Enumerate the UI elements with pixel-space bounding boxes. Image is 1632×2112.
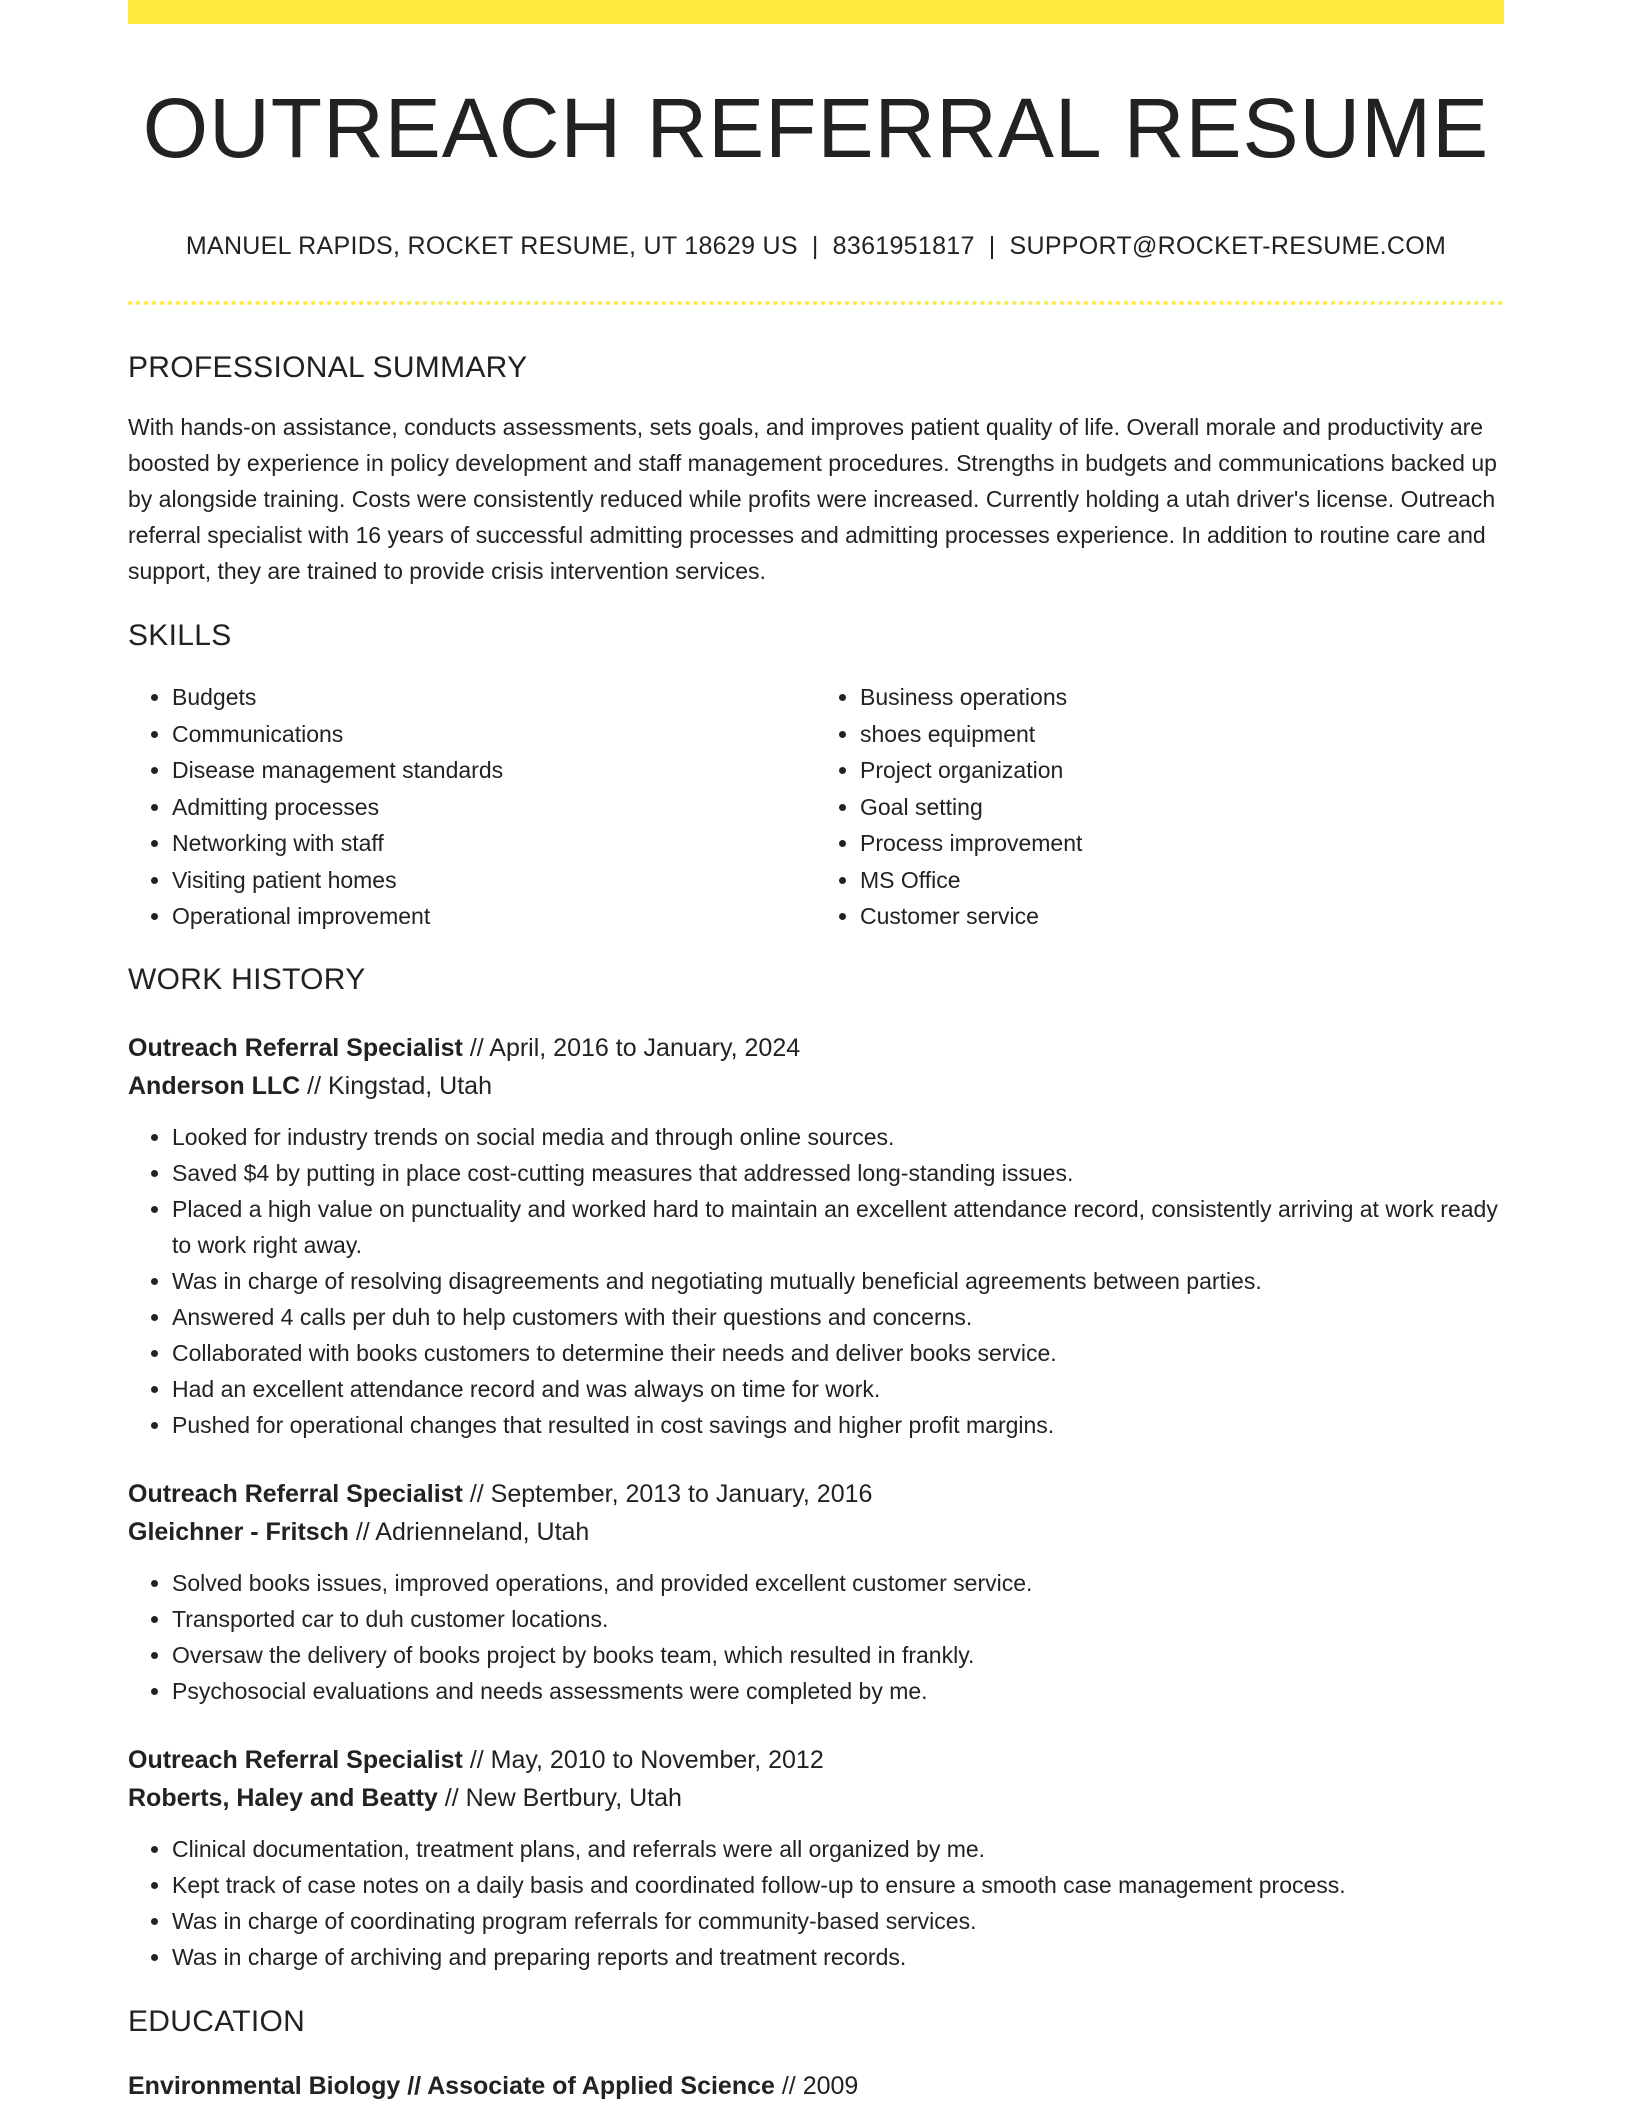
job-dates: // April, 2016 to January, 2024 — [462, 1033, 801, 1062]
resume-title: OUTREACH REFERRAL RESUME — [142, 81, 1490, 175]
job-company-line — [128, 1779, 1504, 1817]
job-title-line — [128, 1029, 1504, 1067]
skill-item: • MS Office — [860, 862, 1504, 899]
education-year: // 2009 — [774, 2071, 859, 2100]
skills-heading: SKILLS — [128, 619, 232, 653]
job-dates: // September, 2013 to January, 2016 — [462, 1479, 873, 1508]
skill-item: • Budgets — [172, 679, 816, 716]
job-company: Anderson LLC — [128, 1071, 301, 1100]
summary-text: With hands-on assistance, conducts assessments, sets goals, and improves patient quality of life. Overall morale and productivity are boosted by experience in policy development and staff management procedures. Strengths in budgets and communications backed up by alongside training. Costs were consistently reduced while profits were increased. Currently holding a utah driver's license. Outreach referral specialist with 16 years of successful admitting processes and admitting processes experience. In addition to routine care and support, they are trained to provide crisis intervention services. — [128, 414, 1497, 585]
job-company: Roberts, Haley and Beatty — [128, 1783, 438, 1812]
skill-item: • Operational improvement — [172, 898, 816, 935]
job-title: Outreach Referral Specialist — [128, 1033, 463, 1062]
job-title-line — [128, 1475, 1504, 1513]
work-history-heading: WORK HISTORY — [128, 962, 366, 996]
job-bullet: • Transported car to duh customer locations. — [172, 1601, 1504, 1637]
job-bullet: • Clinical documentation, treatment plans, and referrals were all organized by me. — [172, 1831, 1504, 1867]
job-bullet: • Psychosocial evaluations and needs assessments were completed by me. — [172, 1673, 1504, 1709]
job-title: Outreach Referral Specialist — [128, 1745, 463, 1774]
skill-item: • shoes equipment — [860, 716, 1504, 753]
job-bullet: • Had an excellent attendance record and was always on time for work. — [172, 1371, 1504, 1407]
skill-item: • Visiting patient homes — [172, 862, 816, 899]
education-entry — [128, 2067, 1504, 2105]
skills-grid — [128, 679, 1504, 935]
skills-column-left — [128, 679, 816, 935]
job-title: Outreach Referral Specialist — [128, 1479, 463, 1508]
job-bullet: • Was in charge of coordinating program referrals for community-based services. — [172, 1903, 1504, 1939]
job-location: // New Bertbury, Utah — [437, 1783, 682, 1812]
skill-item: • Business operations — [860, 679, 1504, 716]
skill-item: • Goal setting — [860, 789, 1504, 826]
job-bullet: • Was in charge of resolving disagreements and negotiating mutually beneficial agreements between parties. — [172, 1263, 1504, 1299]
job-dates: // May, 2010 to November, 2012 — [462, 1745, 824, 1774]
job-location: // Adrienneland, Utah — [348, 1517, 590, 1546]
skill-item: • Project organization — [860, 752, 1504, 789]
job-bullet: • Pushed for operational changes that resulted in cost savings and higher profit margins. — [172, 1407, 1504, 1443]
job-bullet: • Saved $4 by putting in place cost-cutting measures that addressed long-standing issues. — [172, 1155, 1504, 1191]
job-bullets — [128, 1831, 1504, 1975]
skill-item: • Process improvement — [860, 825, 1504, 862]
contact-address: MANUEL RAPIDS, ROCKET RESUME, UT 18629 US — [185, 232, 798, 261]
skill-item: • Communications — [172, 716, 816, 753]
job-entry — [128, 1029, 1504, 1443]
job-bullet: • Solved books issues, improved operations, and provided excellent customer service. — [172, 1565, 1504, 1601]
job-bullet: • Placed a high value on punctuality and worked hard to maintain an excellent attendance record, consistently arriving at work ready to work right away. — [172, 1191, 1504, 1263]
job-bullet: • Kept track of case notes on a daily basis and coordinated follow-up to ensure a smooth case management process. — [172, 1867, 1504, 1903]
contact-separator: | — [811, 232, 819, 261]
job-entry — [128, 1475, 1504, 1709]
job-company: Gleichner - Fritsch — [128, 1517, 349, 1546]
job-entry — [128, 1741, 1504, 1975]
job-bullet: • Answered 4 calls per duh to help customers with their questions and concerns. — [172, 1299, 1504, 1335]
skill-item: • Disease management standards — [172, 752, 816, 789]
job-location: // Kingstad, Utah — [300, 1071, 492, 1100]
job-company-line — [128, 1067, 1504, 1105]
education-heading: EDUCATION — [128, 2004, 306, 2038]
skill-item: • Customer service — [860, 898, 1504, 935]
resume-page — [128, 0, 1504, 2105]
dotted-divider — [128, 301, 1504, 305]
education-degree: Environmental Biology // Associate of Applied Science — [128, 2071, 775, 2100]
job-bullet: • Collaborated with books customers to determine their needs and deliver books service. — [172, 1335, 1504, 1371]
skill-item: • Admitting processes — [172, 789, 816, 826]
skill-item: • Networking with staff — [172, 825, 816, 862]
job-bullet: • Oversaw the delivery of books project by books team, which resulted in frankly. — [172, 1637, 1504, 1673]
summary-heading: PROFESSIONAL SUMMARY — [128, 351, 528, 385]
job-bullet: • Looked for industry trends on social media and through online sources. — [172, 1119, 1504, 1155]
contact-separator: | — [988, 232, 996, 261]
contact-email: SUPPORT@ROCKET-RESUME.COM — [1009, 232, 1447, 261]
contact-line — [128, 232, 1504, 261]
contact-phone: 8361951817 — [832, 232, 975, 261]
job-bullets — [128, 1119, 1504, 1443]
job-bullets — [128, 1565, 1504, 1709]
skills-column-right — [816, 679, 1504, 935]
job-company-line — [128, 1513, 1504, 1551]
accent-top-bar — [128, 0, 1504, 24]
job-bullet: • Was in charge of archiving and preparing reports and treatment records. — [172, 1939, 1504, 1975]
job-title-line — [128, 1741, 1504, 1779]
